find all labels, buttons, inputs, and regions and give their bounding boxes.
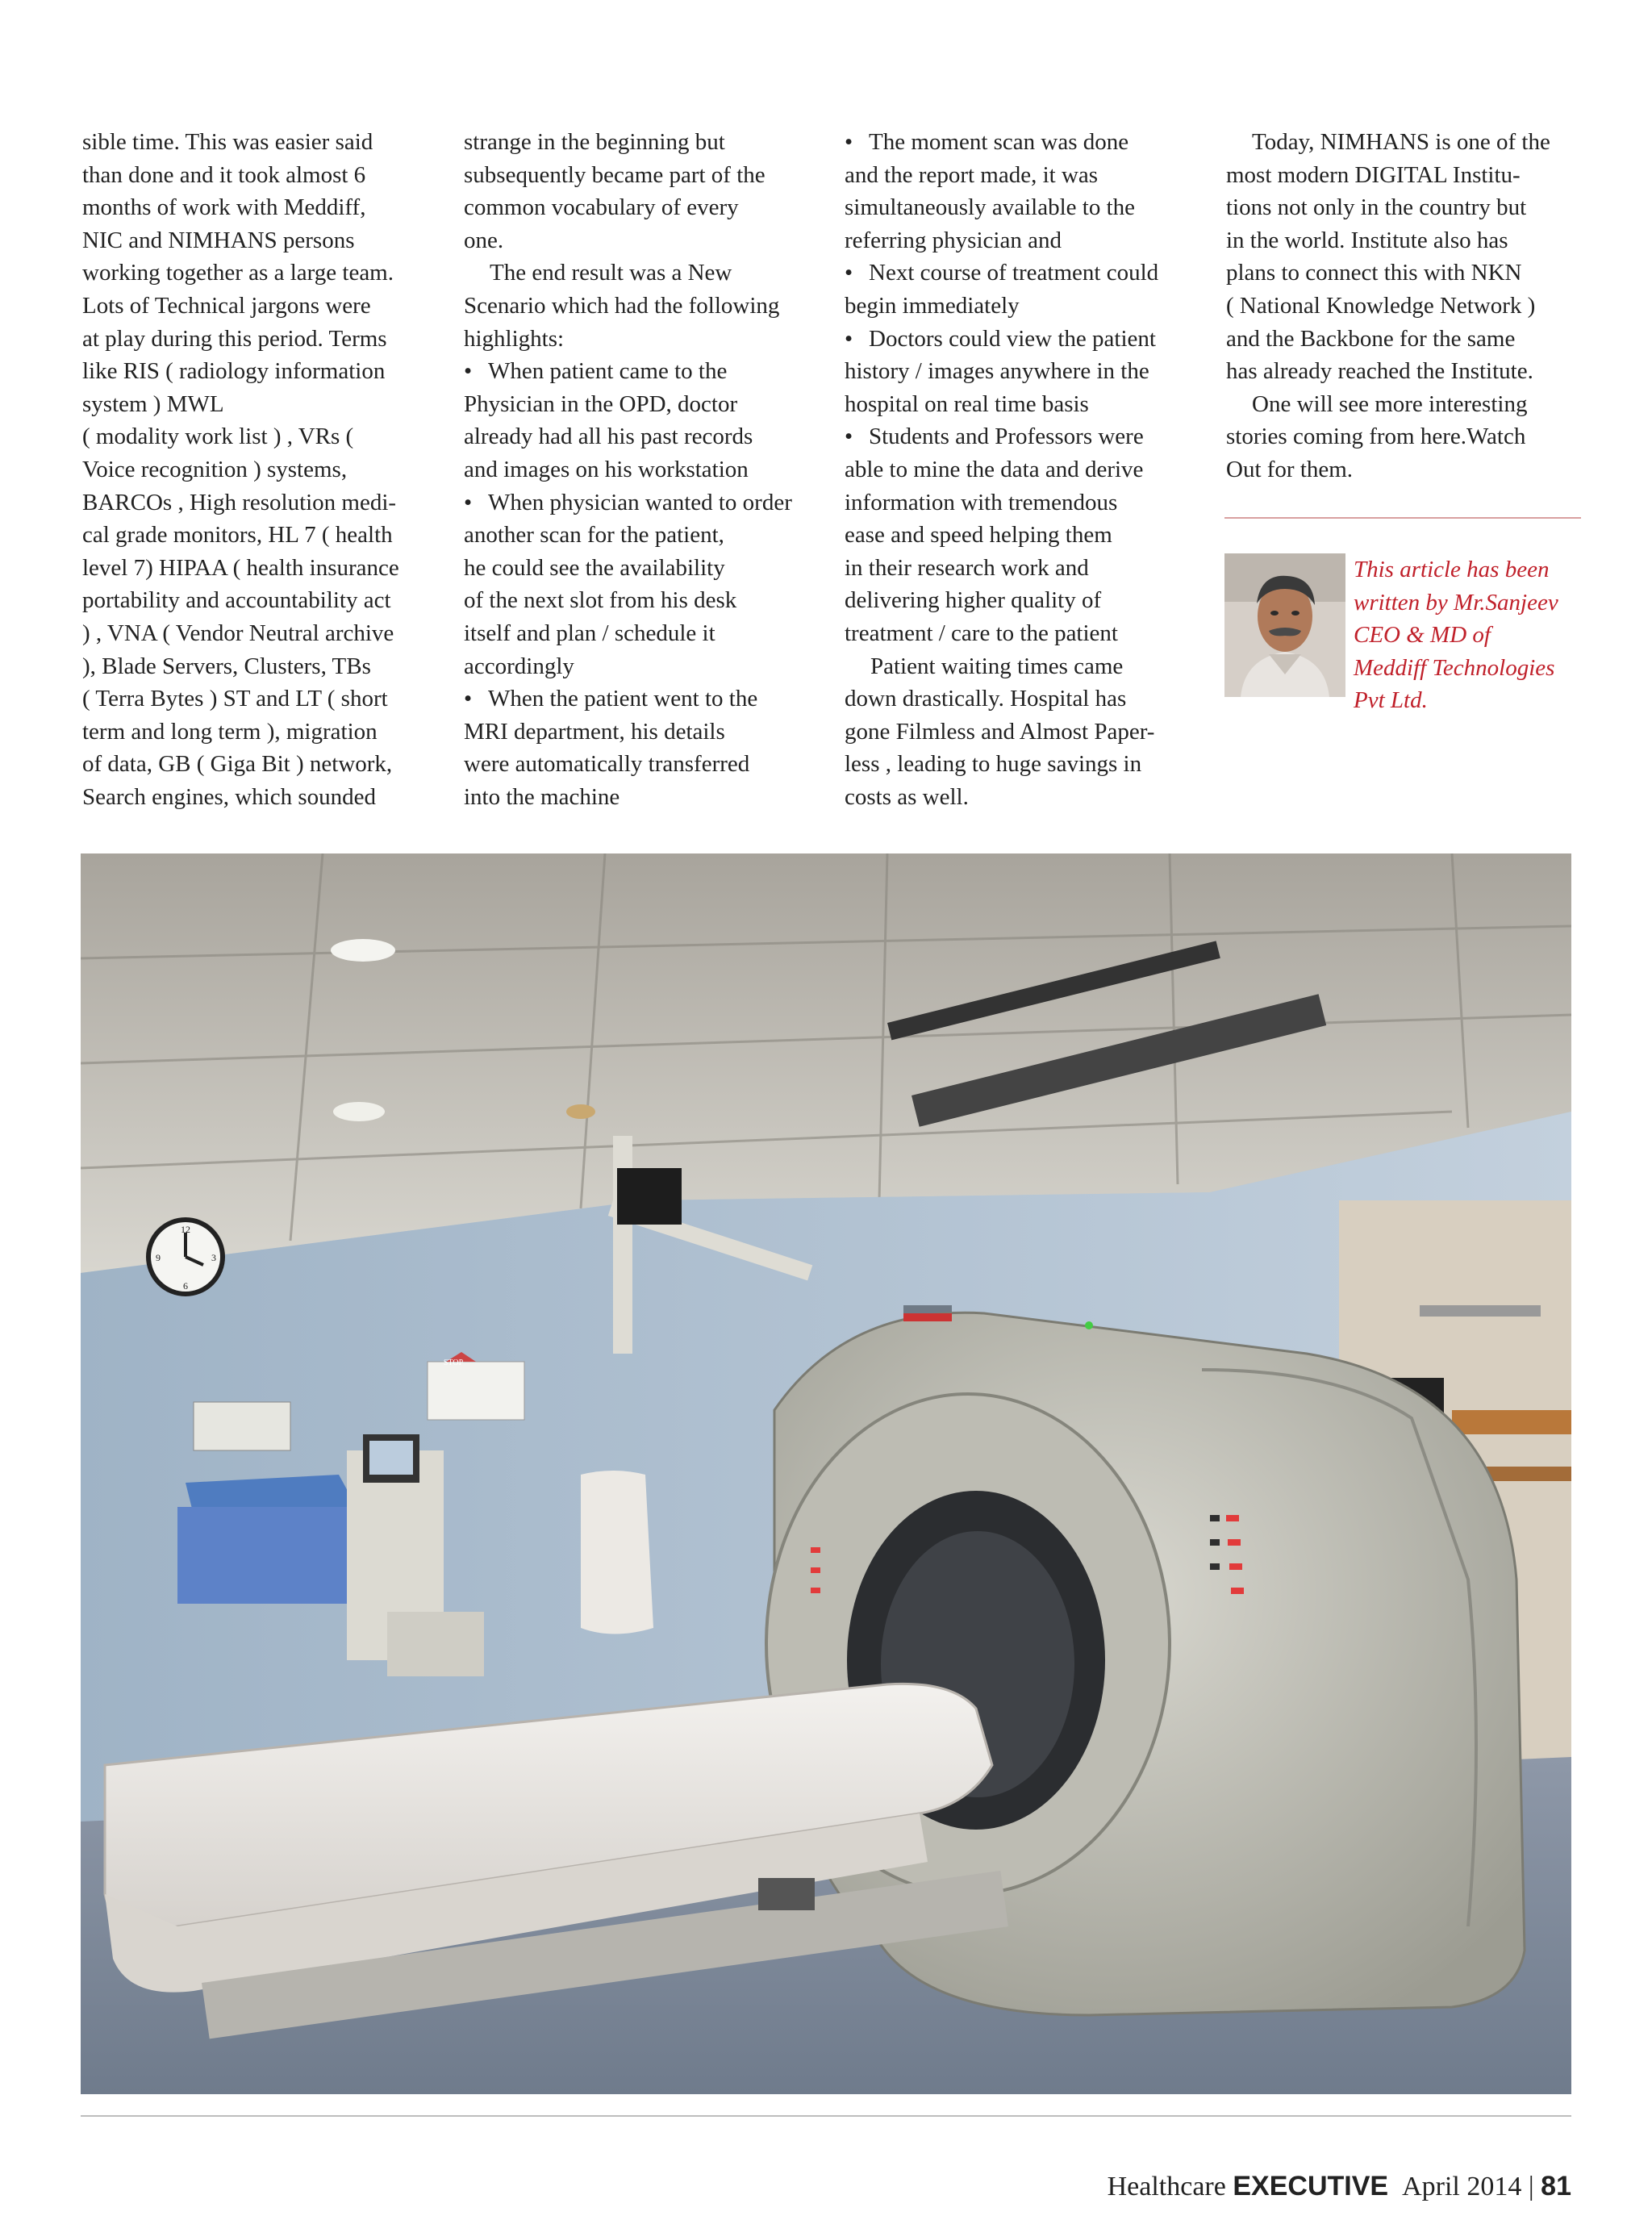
bullet-item	[464, 682, 819, 813]
bullet-text: simultaneously available to the	[845, 194, 1135, 221]
paragraph-line: Voice recognition ) systems,	[82, 456, 348, 482]
paragraph-line: NIC and NIMHANS persons	[82, 227, 355, 253]
bullet-line	[464, 617, 819, 650]
bullet-text: information with tremendous	[845, 489, 1118, 515]
bullet-line	[845, 486, 1199, 520]
bullet-text: accordingly	[464, 653, 574, 679]
bullet-text: Students and Professors were	[869, 424, 1144, 450]
bullet-icon: •	[845, 424, 853, 450]
bullet-line	[845, 159, 1199, 192]
bullet-line	[464, 453, 819, 486]
bullet-item	[845, 257, 1199, 322]
bullet-line	[845, 388, 1199, 421]
bullet-line	[464, 781, 819, 814]
article-column-2	[464, 126, 819, 813]
bullet-text: hospital on real time basis	[845, 390, 1089, 417]
author-note-line: CEO & MD of	[1354, 622, 1491, 649]
bullet-text: treatment / care to the patient	[845, 620, 1118, 646]
footer-separator: |	[1528, 2172, 1534, 2201]
footer-divider	[81, 2115, 1571, 2117]
bullet-text: able to mine the data and derive	[845, 456, 1144, 482]
bullet-line	[464, 519, 819, 552]
bullet-text: delivering higher quality of	[845, 587, 1102, 614]
clock-numeral-3: 3	[211, 1252, 216, 1263]
bullet-icon: •	[845, 260, 853, 286]
issue-date: April 2014	[1402, 2172, 1522, 2201]
paragraph-line: ( Terra Bytes ) ST and LT ( short	[82, 686, 388, 712]
paragraph-line: cal grade monitors, HL 7 ( health	[82, 522, 393, 549]
paragraph-line: has already reached the Institute.	[1226, 358, 1533, 385]
author-divider	[1224, 517, 1581, 519]
bullet-text: When physician wanted to order	[488, 489, 792, 515]
bullet-text: itself and plan / schedule it	[464, 620, 715, 646]
article-column-4	[1226, 126, 1581, 486]
paragraph-line: of data, GB ( Giga Bit ) network,	[82, 751, 393, 778]
magazine-name-bold: EXECUTIVE	[1233, 2171, 1389, 2201]
paragraph-line: less , leading to huge savings in	[845, 751, 1142, 778]
bullet-line	[845, 323, 1199, 356]
bullet-text: and the report made, it was	[845, 161, 1099, 188]
bullet-line	[464, 650, 819, 683]
author-note-line: Meddiff Technologies	[1354, 654, 1555, 681]
bullet-line	[464, 552, 819, 585]
paragraph-line: ), Blade Servers, Clusters, TBs	[82, 653, 371, 679]
bullet-icon: •	[845, 325, 853, 352]
paragraph-line: plans to connect this with NKN	[1226, 260, 1522, 286]
paragraph-line: common vocabulary of every	[464, 194, 739, 221]
bullet-line	[845, 126, 1199, 159]
paragraph-line: strange in the beginning but	[464, 129, 725, 155]
paragraph-line: ( modality work list ) , VRs (	[82, 424, 354, 450]
paragraph-line: BARCOs , High resolution medi-	[82, 489, 397, 515]
page-number: 81	[1541, 2171, 1571, 2201]
bullet-text: referring physician and	[845, 227, 1062, 253]
clock-numeral-9: 9	[156, 1252, 161, 1263]
paragraph-line: One will see more interesting	[1252, 390, 1528, 417]
paragraph-line: system ) MWL	[82, 390, 224, 417]
bullet-line	[845, 224, 1199, 257]
paragraph-line: and the Backbone for the same	[1226, 325, 1516, 352]
bullet-line	[845, 584, 1199, 617]
paragraph-line: portability and accountability act	[82, 587, 391, 614]
author-note	[1354, 553, 1587, 717]
bullet-text: he could see the availability	[464, 554, 725, 581]
paragraph-line: at play during this period. Terms	[82, 325, 387, 352]
paragraph-line: months of work with Meddiff,	[82, 194, 366, 221]
bullet-text: of the next slot from his desk	[464, 587, 737, 614]
bullet-line	[845, 355, 1199, 388]
bullet-text: Next course of treatment could	[869, 260, 1159, 286]
paragraph-line: ( National Knowledge Network )	[1226, 292, 1536, 319]
bullet-text: and images on his workstation	[464, 456, 749, 482]
paragraph-line: in the world. Institute also has	[1226, 227, 1508, 253]
bullet-line	[464, 584, 819, 617]
paragraph-line: ) , VNA ( Vendor Neutral archive	[82, 620, 394, 646]
paragraph-line: subsequently became part of the	[464, 161, 766, 188]
bullet-line	[845, 552, 1199, 585]
bullet-line	[845, 420, 1199, 453]
paragraph-line: tions not only in the country but	[1226, 194, 1527, 221]
author-note-line: written by Mr.Sanjeev	[1354, 589, 1558, 616]
bullet-item	[845, 323, 1199, 421]
paragraph-line: The end result was a New	[490, 260, 732, 286]
bullet-item	[464, 355, 819, 486]
bullet-line	[464, 486, 819, 520]
paragraph-line: one.	[464, 227, 504, 253]
paragraph-line: Search engines, which sounded	[82, 783, 377, 810]
clock-numeral-6: 6	[183, 1280, 188, 1292]
article-column-1	[82, 126, 437, 813]
paragraph-line: working together as a large team.	[82, 260, 394, 286]
bullet-line	[464, 748, 819, 781]
bullet-text: Physician in the OPD, doctor	[464, 390, 738, 417]
bullet-text: in their research work and	[845, 554, 1089, 581]
bullet-icon: •	[845, 129, 853, 155]
bullet-text: When patient came to the	[488, 358, 728, 385]
bullet-text: begin immediately	[845, 292, 1020, 319]
bullet-text: already had all his past records	[464, 424, 753, 450]
bullet-line	[464, 716, 819, 749]
stop-sign-text: STOP	[443, 1358, 464, 1367]
bullet-icon: •	[464, 686, 473, 712]
bullet-line	[845, 257, 1199, 290]
author-photo	[1224, 553, 1345, 697]
paragraph-line: Scenario which had the following	[464, 292, 780, 319]
paragraph-line: Patient waiting times came	[870, 653, 1124, 679]
bullet-text: MRI department, his details	[464, 718, 725, 745]
bullet-line	[845, 290, 1199, 323]
bullet-line	[464, 420, 819, 453]
paragraph-line: costs as well.	[845, 783, 969, 810]
clock-numeral-12: 12	[181, 1224, 190, 1235]
bullet-line	[845, 191, 1199, 224]
paragraph-line: most modern DIGITAL Institu-	[1226, 161, 1521, 188]
bullet-text: another scan for the patient,	[464, 522, 724, 549]
author-note-line: Pvt Ltd.	[1354, 687, 1428, 714]
bullet-line	[464, 682, 819, 716]
article-column-3	[845, 126, 1199, 813]
bullet-text: history / images anywhere in the	[845, 358, 1149, 385]
magazine-name-prefix: Healthcare	[1107, 2172, 1226, 2201]
paragraph-line: level 7) HIPAA ( health insurance	[82, 554, 399, 581]
author-note-line: This article has been	[1354, 557, 1550, 582]
bullet-line	[845, 519, 1199, 552]
bullet-icon: •	[464, 489, 473, 515]
paragraph-line: sible time. This was easier said	[82, 129, 373, 155]
paragraph-line: down drastically. Hospital has	[845, 686, 1127, 712]
bullet-text: The moment scan was done	[869, 129, 1129, 155]
bullet-line	[464, 355, 819, 388]
bullet-item	[845, 420, 1199, 649]
paragraph-line: stories coming from here.Watch	[1226, 424, 1526, 450]
paragraph-line: term and long term ), migration	[82, 718, 378, 745]
paragraph-line: than done and it took almost 6	[82, 161, 366, 188]
paragraph-line: Today, NIMHANS is one of the	[1252, 129, 1550, 155]
bullet-line	[464, 388, 819, 421]
bullet-item	[845, 126, 1199, 257]
bullet-text: Doctors could view the patient	[869, 325, 1156, 352]
paragraph-line: gone Filmless and Almost Paper-	[845, 718, 1155, 745]
bullet-text: When the patient went to the	[488, 686, 758, 712]
ct-room-illustration	[81, 853, 1571, 2094]
bullet-line	[845, 617, 1199, 650]
bullet-text: were automatically transferred	[464, 751, 750, 778]
bullet-line	[845, 453, 1199, 486]
ct-scanner-photo	[81, 853, 1571, 2094]
bullet-icon: •	[464, 358, 473, 385]
bullet-text: ease and speed helping them	[845, 522, 1112, 549]
bullet-item	[464, 486, 819, 683]
page-footer	[1108, 2170, 1571, 2203]
bullet-text: into the machine	[464, 783, 620, 810]
paragraph-line: like RIS ( radiology information	[82, 358, 386, 385]
author-portrait-image	[1224, 553, 1345, 697]
paragraph-line: Lots of Technical jargons were	[82, 292, 371, 319]
paragraph-line: Out for them.	[1226, 456, 1354, 482]
paragraph-line: highlights:	[464, 325, 565, 352]
